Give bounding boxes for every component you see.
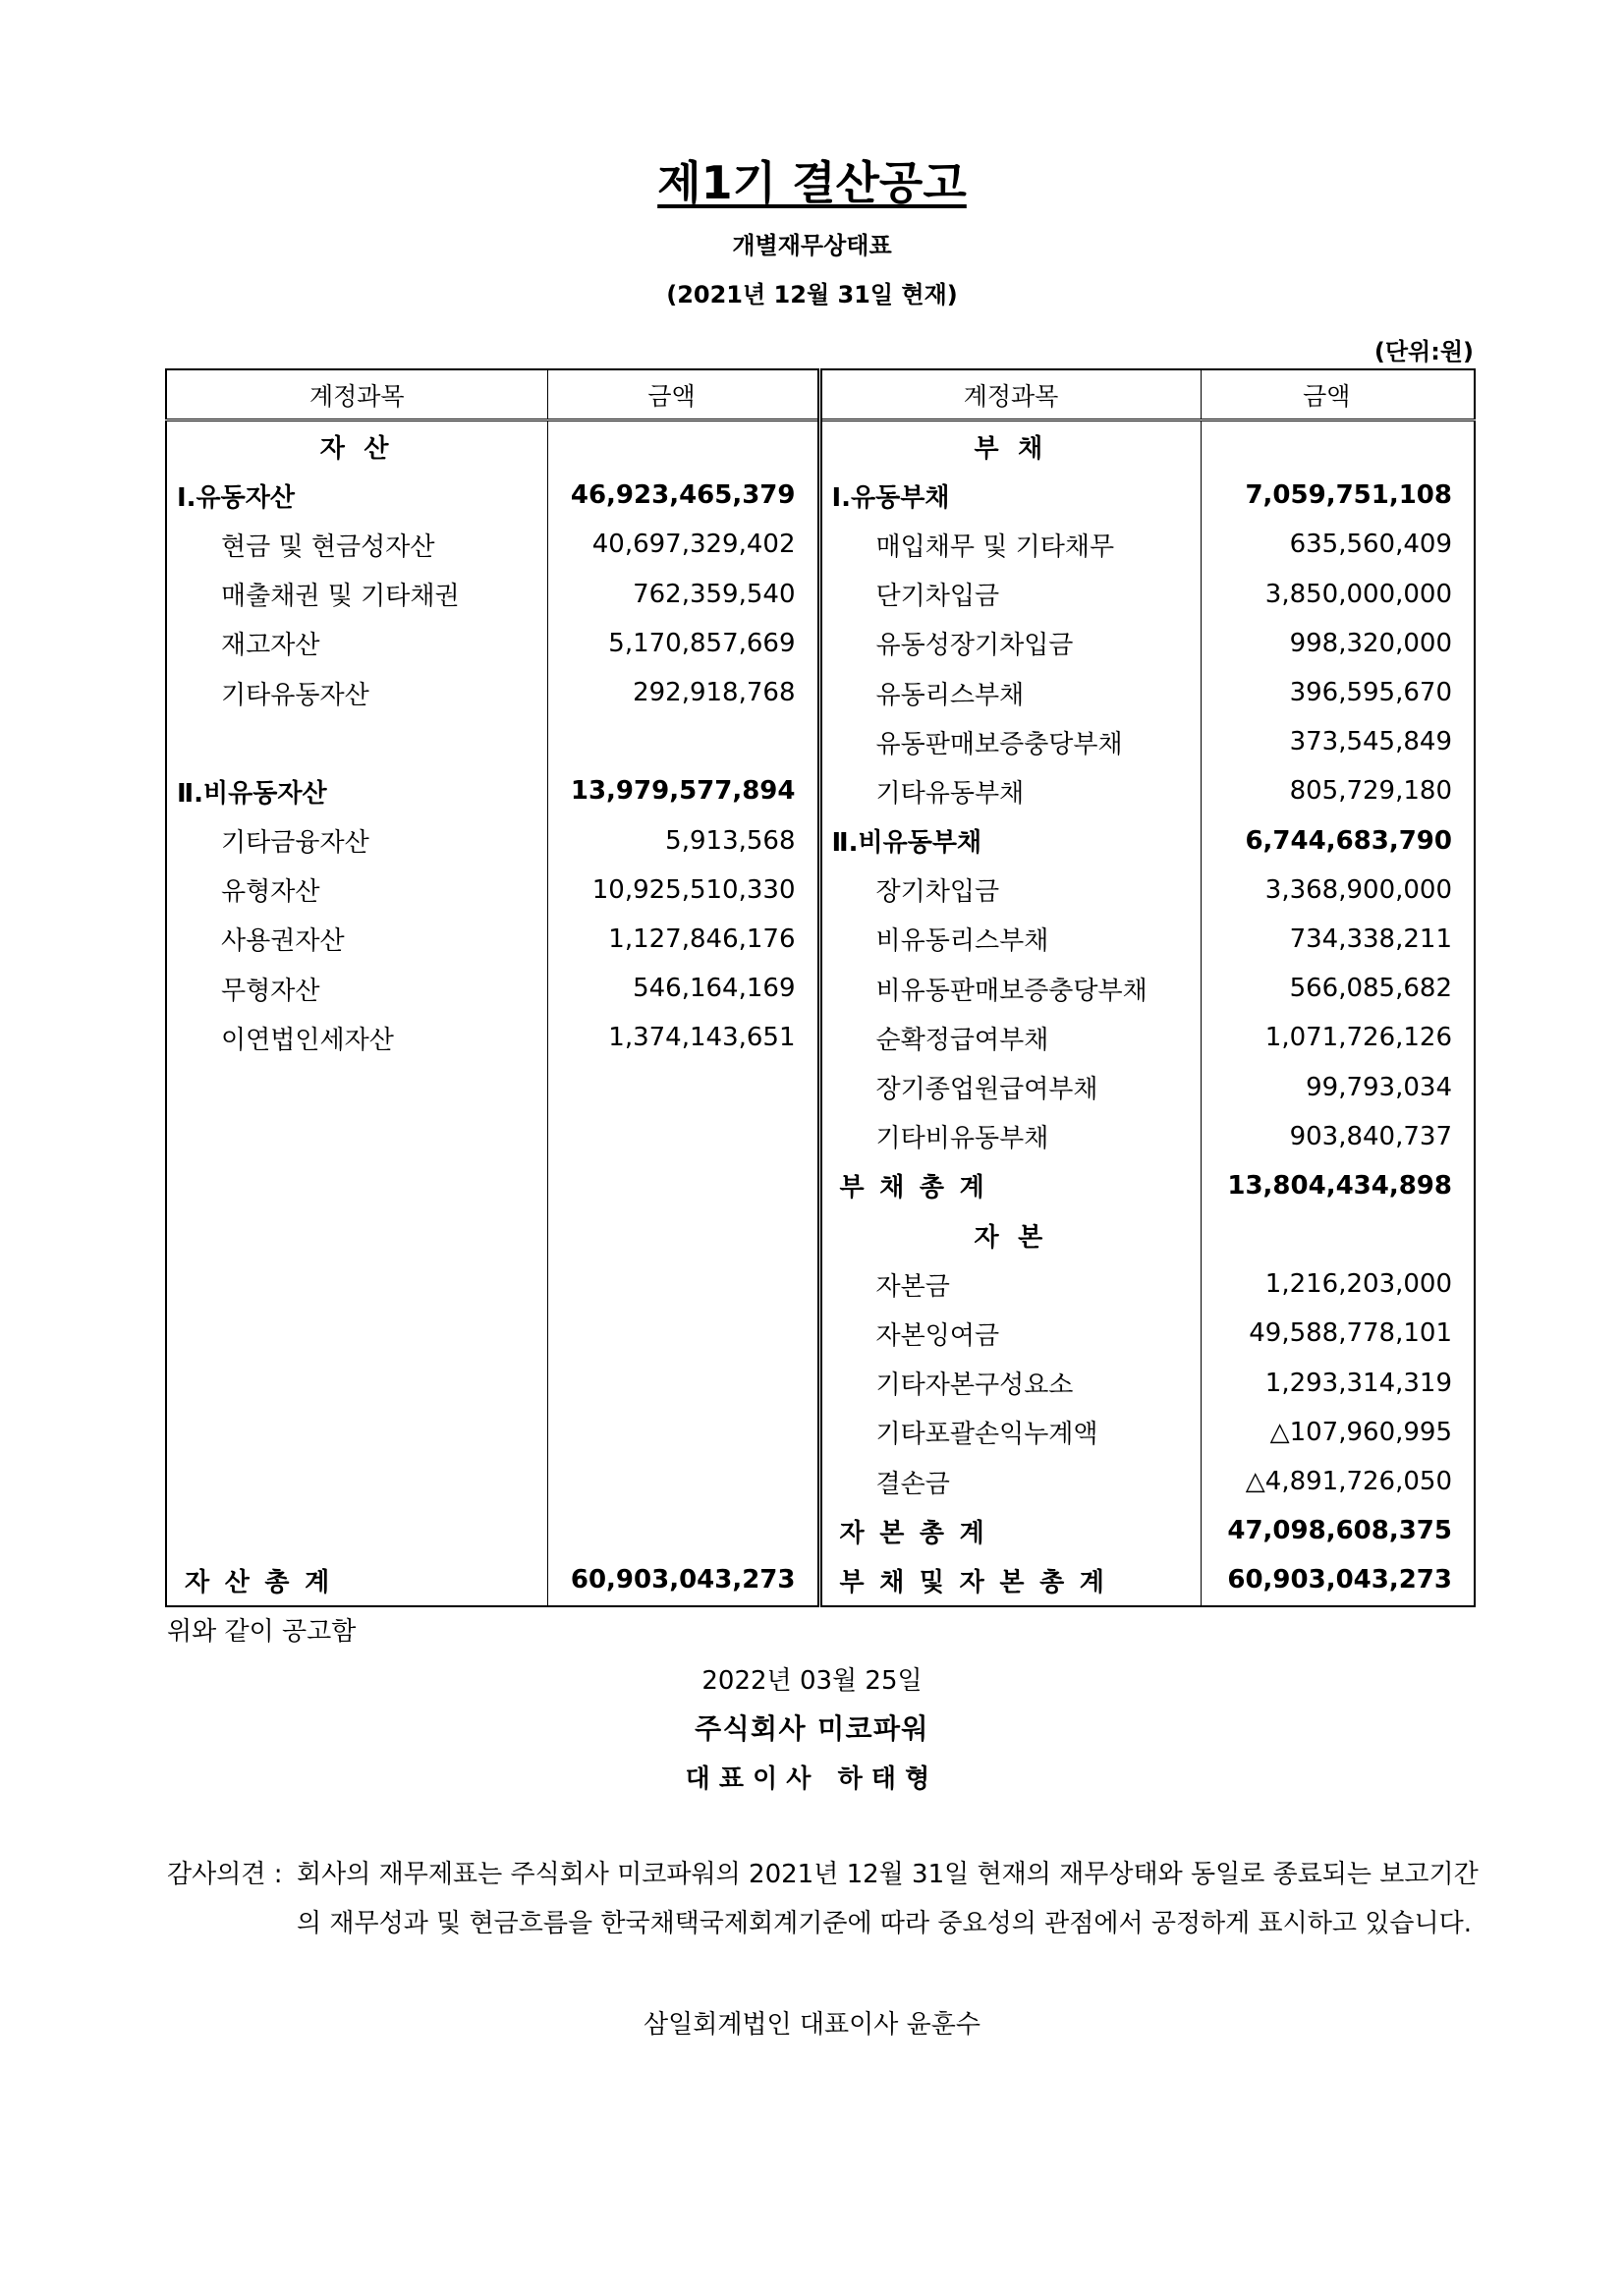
asset-account-cell [166,1309,547,1358]
asset-account-cell [166,1161,547,1210]
asset-account-cell [166,1506,547,1555]
asset-amount-cell [547,1457,819,1506]
liability-amount-cell: △107,960,995 [1201,1408,1475,1457]
table-row [166,1309,1475,1358]
liability-amount-cell: 99,793,034 [1201,1062,1475,1111]
liability-amount-cell: 1,216,203,000 [1201,1259,1475,1309]
asset-amount-cell: 292,918,768 [547,668,819,717]
unit-label: (단위:원) [1373,338,1474,365]
ceo-name: 대표이사 하태형 [685,1764,939,1794]
liability-account-cell: 비유동리스부채 [819,915,1201,964]
liability-account-cell: 부 채 [819,420,1201,472]
liability-account-cell: 기타유동부채 [819,766,1201,815]
asset-account-cell: 기타유동자산 [166,668,547,717]
table-row [166,717,1475,766]
liability-account-cell: 자본금 [819,1259,1201,1309]
table-row [166,1555,1475,1605]
table-row [166,668,1475,717]
liability-account-cell: 기타포괄손익누계액 [819,1408,1201,1457]
col-header-account: 계정과목 [819,369,1201,420]
table-row [166,570,1475,619]
asset-account-cell: 이연법인세자산 [166,1013,547,1062]
liability-amount-cell: 6,744,683,790 [1201,816,1475,866]
table-row [166,1013,1475,1062]
asset-account-cell [166,1457,547,1506]
asset-account-cell [166,1408,547,1457]
table-row [166,471,1475,520]
liability-account-cell: 단기차입금 [819,570,1201,619]
liability-account-cell: 비유동판매보증충당부채 [819,964,1201,1013]
liability-amount-cell: 60,903,043,273 [1201,1555,1475,1605]
notice-text: 위와 같이 공고함 [167,1617,357,1647]
liability-account-cell: 결손금 [819,1457,1201,1506]
audit-label: 감사의견 : [167,1860,283,1889]
asset-amount-cell [547,1359,819,1408]
liability-account-cell: 부채총계 [819,1161,1201,1210]
liability-amount-cell: 1,293,314,319 [1201,1359,1475,1408]
liability-account-cell: 유동판매보증충당부채 [819,717,1201,766]
liability-account-cell: 자본잉여금 [819,1309,1201,1358]
asset-amount-cell: 40,697,329,402 [547,520,819,569]
liability-account-cell: 기타자본구성요소 [819,1359,1201,1408]
asset-account-cell: 현금 및 현금성자산 [166,520,547,569]
liability-account-cell: 매입채무 및 기타채무 [819,520,1201,569]
liability-account-cell: 순확정급여부채 [819,1013,1201,1062]
asset-amount-cell [547,1062,819,1111]
asset-account-cell [166,1112,547,1161]
liability-amount-cell: 7,059,751,108 [1201,471,1475,520]
asset-account-cell [166,1259,547,1309]
asset-amount-cell [547,1309,819,1358]
asset-account-cell: 기타금융자산 [166,816,547,866]
liability-amount-cell [1201,1210,1475,1259]
liability-account-cell: Ⅰ.유동부채 [819,471,1201,520]
liability-amount-cell: 49,588,778,101 [1201,1309,1475,1358]
asset-amount-cell: 762,359,540 [547,570,819,619]
asset-amount-cell: 46,923,465,379 [547,471,819,520]
asset-amount-cell: 10,925,510,330 [547,866,819,915]
auditor-signature: 삼일회계법인 대표이사 윤훈수 [643,2010,981,2040]
page-title: 제1기 결산공고 [657,156,967,209]
liability-account-cell: 유동성장기차입금 [819,619,1201,668]
table-header-row [166,369,1475,420]
table-row [166,1161,1475,1210]
asset-amount-cell: 1,127,846,176 [547,915,819,964]
liability-account-cell: 자본총계 [819,1506,1201,1555]
asset-account-cell: 무형자산 [166,964,547,1013]
liability-account-cell: Ⅱ.비유동부채 [819,816,1201,866]
liability-account-cell: 부채및자본총계 [819,1555,1201,1605]
asset-amount-cell: 5,170,857,669 [547,619,819,668]
balance-sheet-table [165,368,1476,1607]
liability-account-cell: 장기차입금 [819,866,1201,915]
asset-account-cell: 재고자산 [166,619,547,668]
statement-subtitle: 개별재무상태표 [732,232,892,259]
liability-amount-cell: 396,595,670 [1201,668,1475,717]
liability-account-cell: 기타비유동부채 [819,1112,1201,1161]
liability-amount-cell: 635,560,409 [1201,520,1475,569]
asset-account-cell: 유형자산 [166,866,547,915]
table-row [166,1457,1475,1506]
col-header-account: 계정과목 [166,369,547,420]
liability-amount-cell [1201,420,1475,472]
asset-amount-cell [547,1161,819,1210]
statement-date: (2021년 12월 31일 현재) [666,281,958,308]
asset-account-cell: 자 산 [166,420,547,472]
asset-amount-cell: 546,164,169 [547,964,819,1013]
asset-account-cell [166,1359,547,1408]
table-row [166,619,1475,668]
asset-amount-cell [547,1259,819,1309]
asset-account-cell: 자산총계 [166,1555,547,1605]
audit-text: 회사의 재무제표는 주식회사 미코파워의 2021년 12월 31일 현재의 재무상태와 동일로 종료되는 보고기간의 재무성과 및 현금흐름을 한국채택국제회계기준에 따라 중요성의 관점에서 공정하게 표시하고 있습니다. [297,1860,1479,1938]
table-row [166,1210,1475,1259]
asset-amount-cell [547,1210,819,1259]
liability-amount-cell: 3,850,000,000 [1201,570,1475,619]
liability-amount-cell: 1,071,726,126 [1201,1013,1475,1062]
liability-account-cell: 유동리스부채 [819,668,1201,717]
liability-account-cell: 장기종업원급여부채 [819,1062,1201,1111]
liability-amount-cell: △4,891,726,050 [1201,1457,1475,1506]
liability-amount-cell: 3,368,900,000 [1201,866,1475,915]
asset-account-cell [166,1210,547,1259]
asset-amount-cell: 13,979,577,894 [547,766,819,815]
table-row [166,1112,1475,1161]
liability-amount-cell: 47,098,608,375 [1201,1506,1475,1555]
liability-amount-cell: 903,840,737 [1201,1112,1475,1161]
table-row [166,1062,1475,1111]
liability-account-cell: 자 본 [819,1210,1201,1259]
asset-account-cell [166,1062,547,1111]
asset-account-cell: Ⅰ.유동자산 [166,471,547,520]
asset-account-cell [166,717,547,766]
asset-amount-cell: 60,903,043,273 [547,1555,819,1605]
asset-amount-cell [547,1506,819,1555]
asset-account-cell: 매출채권 및 기타채권 [166,570,547,619]
table-row [166,866,1475,915]
liability-amount-cell: 373,545,849 [1201,717,1475,766]
asset-amount-cell [547,717,819,766]
publication-date: 2022년 03월 25일 [701,1666,923,1696]
col-header-amount: 금액 [547,369,819,420]
liability-amount-cell: 998,320,000 [1201,619,1475,668]
asset-amount-cell [547,420,819,472]
asset-account-cell: Ⅱ.비유동자산 [166,766,547,815]
asset-amount-cell: 1,374,143,651 [547,1013,819,1062]
table-row [166,420,1475,472]
asset-account-cell: 사용권자산 [166,915,547,964]
table-row [166,1408,1475,1457]
table-row [166,1259,1475,1309]
col-header-amount: 금액 [1201,369,1475,420]
company-name: 주식회사 미코파워 [695,1712,929,1745]
asset-amount-cell: 5,913,568 [547,816,819,866]
liability-amount-cell: 805,729,180 [1201,766,1475,815]
table-row [166,816,1475,866]
table-row [166,1359,1475,1408]
liability-amount-cell: 734,338,211 [1201,915,1475,964]
liability-amount-cell: 566,085,682 [1201,964,1475,1013]
table-row [166,766,1475,815]
asset-amount-cell [547,1112,819,1161]
table-row [166,915,1475,964]
asset-amount-cell [547,1408,819,1457]
table-row [166,520,1475,569]
table-row [166,1506,1475,1555]
table-row [166,964,1475,1013]
liability-amount-cell: 13,804,434,898 [1201,1161,1475,1210]
